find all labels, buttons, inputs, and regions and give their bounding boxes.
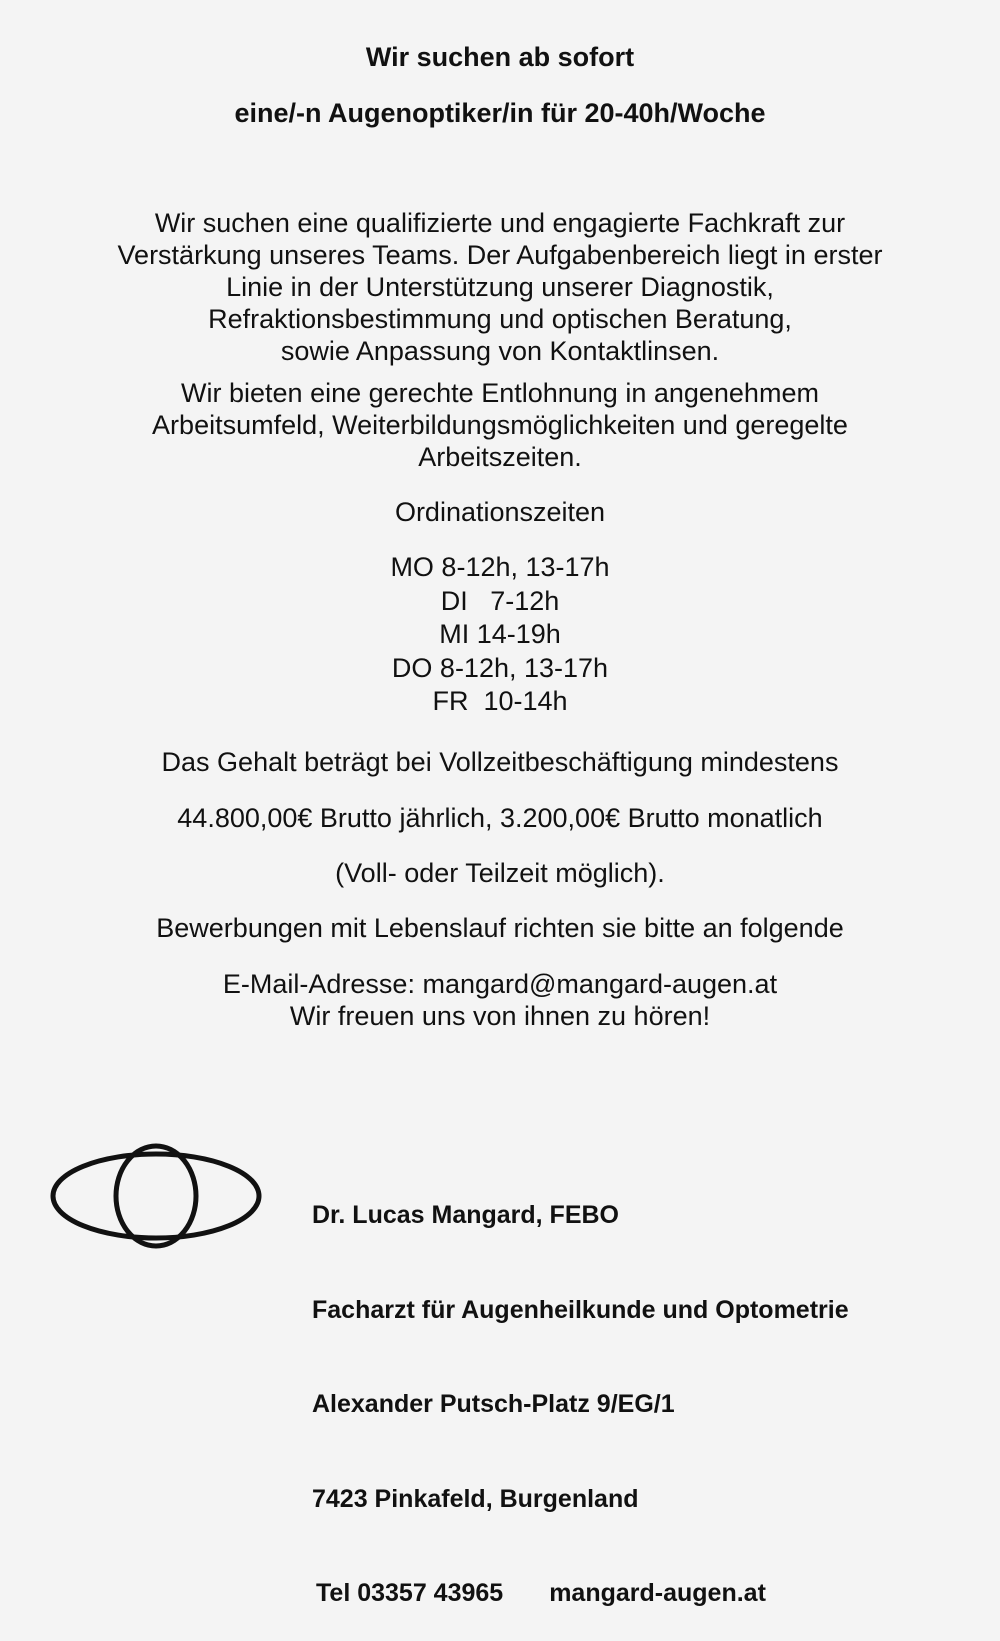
hours-row: DO 8-12h, 13-17h: [391, 652, 609, 683]
offer-line: Wir bieten eine gerechte Entlohnung in angenehmem: [181, 378, 819, 408]
application-contact: [0, 968, 1000, 1032]
salary-note: (Voll- oder Teilzeit möglich).: [335, 858, 665, 888]
eye-logo-icon: [50, 1143, 262, 1249]
description-line: Linie in der Unterstützung unserer Diagnostik,: [226, 272, 774, 302]
description-line: sowie Anpassung von Kontaktlinsen.: [280, 336, 720, 366]
practice-phone: Tel 03357 43965: [316, 1579, 504, 1607]
hours-row: MO 8-12h, 13-17h: [390, 552, 610, 582]
practice-street: Alexander Putsch-Platz 9/EG/1: [312, 1390, 675, 1418]
page-subtitle: eine/-n Augenoptiker/in für 20-40h/Woche: [234, 98, 766, 128]
salary-intro: Das Gehalt beträgt bei Vollzeitbeschäftigung mindestens: [161, 747, 839, 777]
hours-row: MI 14-19h: [439, 619, 561, 649]
page-title: Wir suchen ab sofort: [365, 42, 635, 72]
offer-line: Arbeitsumfeld, Weiterbildungsmöglichkeiten und geregelte: [152, 410, 848, 440]
practice-website: mangard-augen.at: [549, 1579, 766, 1607]
description-line: Verstärkung unseres Teams. Der Aufgabenbereich liegt in erster: [117, 240, 883, 270]
doctor-specialty: Facharzt für Augenheilkunde und Optometrie: [312, 1295, 849, 1324]
hours-row: DI 7-12h: [440, 585, 560, 616]
application-instruction: Bewerbungen mit Lebenslauf richten sie bitte an folgende: [156, 913, 844, 943]
contact-row: [312, 1578, 849, 1610]
doctor-name: Dr. Lucas Mangard, FEBO: [312, 1201, 620, 1229]
application-email-line: E-Mail-Adresse: mangard@mangard-augen.at: [222, 969, 778, 999]
hours-list: [0, 551, 1000, 719]
job-description: [0, 207, 1000, 367]
practice-contact: [312, 1137, 849, 1641]
practice-city: 7423 Pinkafeld, Burgenland: [312, 1484, 639, 1513]
description-line: Wir suchen eine qualifizierte und engagierte Fachkraft zur: [154, 208, 846, 238]
hours-row: FR 10-14h: [432, 686, 568, 716]
offer-paragraph: [0, 377, 1000, 473]
application-closing-line: Wir freuen uns von ihnen zu hören!: [289, 1001, 711, 1031]
hours-title: Ordinationszeiten: [394, 497, 606, 527]
description-line: Refraktionsbestimmung und optischen Beratung,: [208, 304, 792, 334]
offer-line: Arbeitszeiten.: [418, 442, 582, 472]
salary-amount: 44.800,00€ Brutto jährlich, 3.200,00€ Brutto monatlich: [177, 803, 823, 833]
